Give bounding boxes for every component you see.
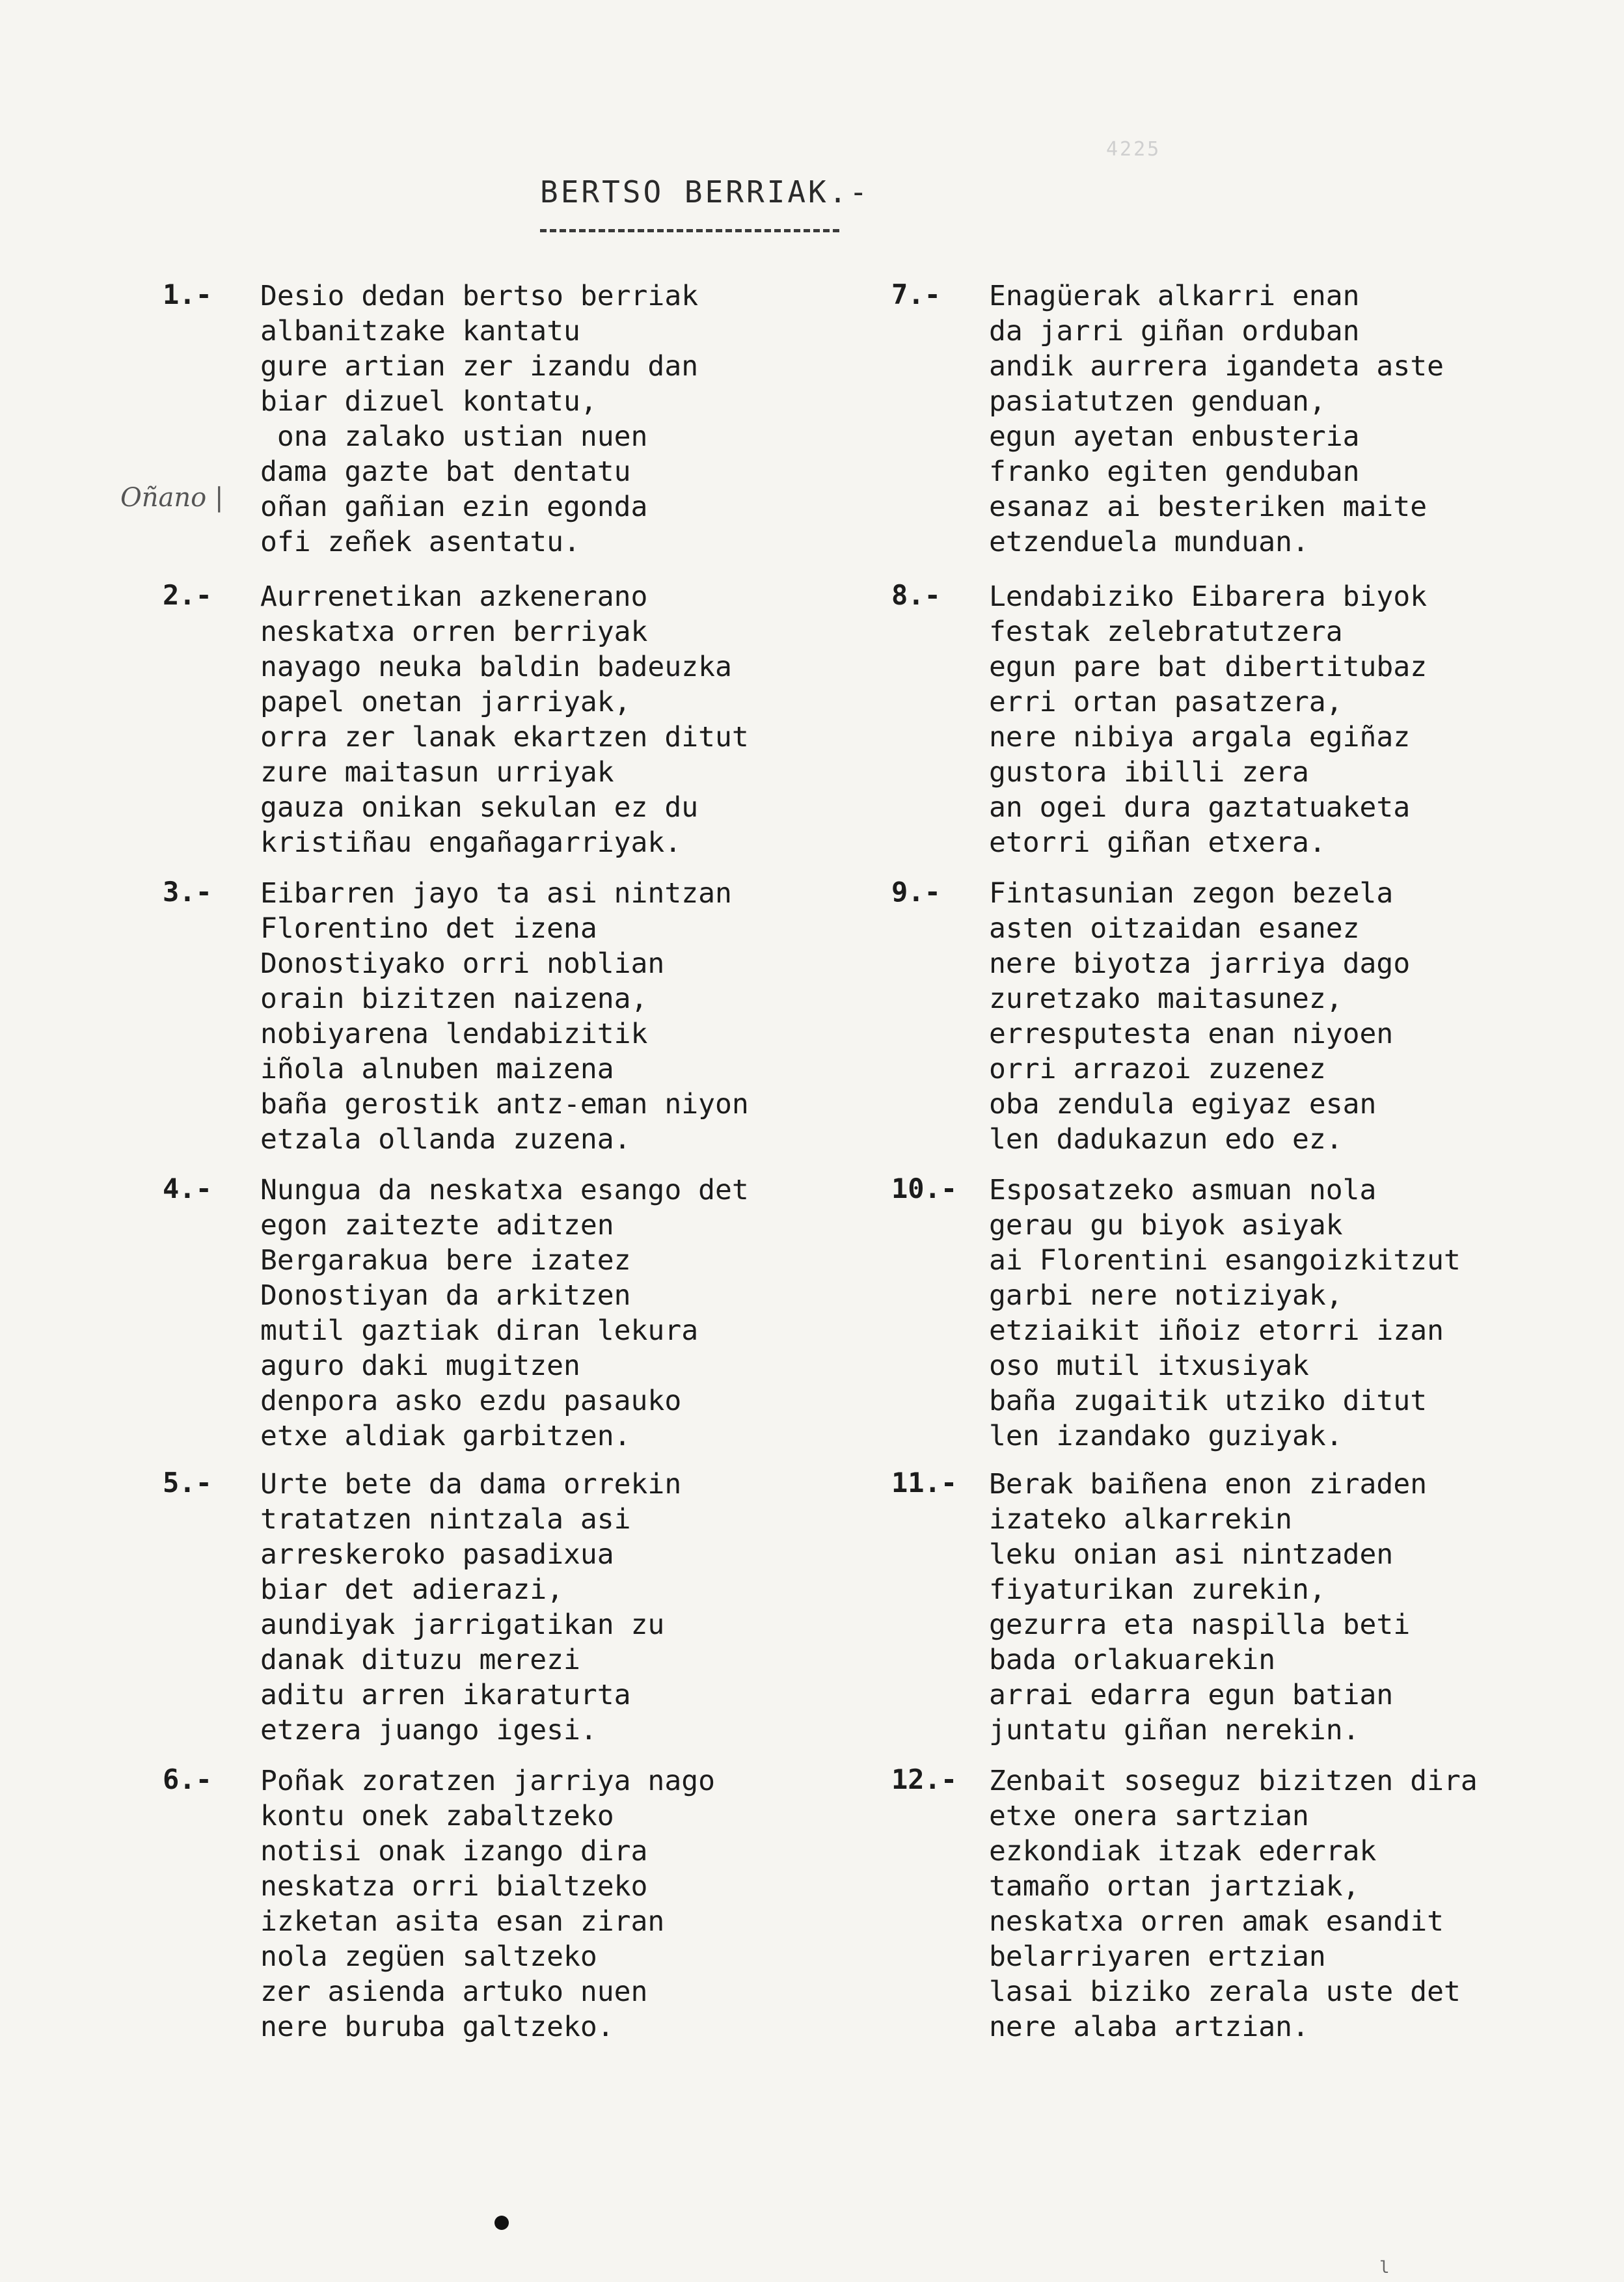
verse-line: oso mutil itxusiyak [989, 1350, 1309, 1382]
verse-line: etzenduela munduan. [989, 526, 1309, 558]
stanza-number: 12.- [891, 1763, 958, 1795]
stanza [891, 876, 1410, 1157]
verse-line: Poñak zoratzen jarriya nago [260, 1765, 715, 1797]
verse-line: aditu arren ikaraturta [260, 1679, 631, 1711]
verse-line: izketan asita esan ziran [260, 1905, 665, 1938]
verse-line: dama gazte bat dentatu [260, 455, 631, 488]
stanza [891, 1763, 1478, 2044]
verse-line: orri arrazoi zuzenez [989, 1053, 1326, 1085]
verse-line: an ogei dura gaztatuaketa [989, 791, 1411, 824]
verse-line: esanaz ai besteriken maite [989, 491, 1428, 523]
verse-line: gauza onikan sekulan ez du [260, 791, 699, 824]
verse-line: belarriyaren ertzian [989, 1940, 1326, 1973]
verse-line: orra zer lanak ekartzen ditut [260, 721, 749, 754]
verse-line: kontu onek zabaltzeko [260, 1800, 614, 1832]
stanza-number: 10.- [891, 1173, 958, 1204]
verse-line: Nungua da neskatxa esango det [260, 1174, 749, 1206]
ink-dot [494, 2216, 509, 2230]
stanza [891, 1467, 1427, 1748]
verse-line: gerau gu biyok asiyak [989, 1209, 1343, 1242]
verse-line: oñan gañian ezin egonda [260, 491, 648, 523]
stanza [163, 1173, 749, 1454]
verse-line: Fintasunian zegon bezela [989, 877, 1394, 910]
verse-line: etzala ollanda zuzena. [260, 1123, 631, 1156]
verse-line: etxe onera sartzian [989, 1800, 1309, 1832]
verse-line: Florentino det izena [260, 912, 597, 945]
verse-line: pasiatutzen genduan, [989, 385, 1326, 418]
verse-line: ezkondiak itzak ederrak [989, 1835, 1377, 1868]
verse-line: oba zendula egiyaz esan [989, 1088, 1377, 1121]
verse-line: etorri giñan etxera. [989, 826, 1326, 859]
verse-line: nere alaba artzian. [989, 2011, 1309, 2043]
handwritten-margin-note: Oñano | [120, 483, 224, 513]
stanza [163, 1467, 681, 1748]
verse-line: gezurra eta naspilla beti [989, 1609, 1411, 1641]
verse-line: aguro daki mugitzen [260, 1350, 580, 1382]
verse-line: Berak baiñena enon ziraden [989, 1468, 1428, 1501]
verse-line: nobiyarena lendabizitik [260, 1018, 648, 1050]
verse-line: mutil gaztiak diran lekura [260, 1314, 699, 1347]
stanza-number: 5.- [163, 1467, 212, 1499]
verse-line: asten oitzaidan esanez [989, 912, 1360, 945]
verse-line: andik aurrera igandeta aste [989, 350, 1444, 383]
verse-line: tratatzen nintzala asi [260, 1503, 631, 1536]
verse-line: Bergarakua bere izatez [260, 1244, 631, 1277]
page-title: BERTSO BERRIAK.- [540, 174, 871, 210]
verse-line: kristiñau engañagarriyak. [260, 826, 682, 859]
verse-line: ona zalako ustian nuen [260, 420, 648, 453]
stanza [163, 1763, 715, 2044]
stanza [891, 278, 1444, 560]
title-underline [540, 229, 839, 232]
verse-line: neskatxa orren amak esandit [989, 1905, 1444, 1938]
verse-line: franko egiten genduban [989, 455, 1360, 488]
verse-line: albanitzake kantatu [260, 315, 580, 347]
verse-line: neskatza orri bialtzeko [260, 1870, 648, 1903]
verse-line: denpora asko ezdu pasauko [260, 1385, 682, 1417]
verse-line: etxe aldiak garbitzen. [260, 1420, 631, 1452]
verse-line: aundiyak jarrigatikan zu [260, 1609, 665, 1641]
stanza [163, 876, 749, 1157]
verse-line: Esposatzeko asmuan nola [989, 1174, 1377, 1206]
verse-line: Aurrenetikan azkenerano [260, 580, 648, 613]
verse-line: fiyaturikan zurekin, [989, 1573, 1326, 1606]
verse-line: nere buruba galtzeko. [260, 2011, 614, 2043]
stanza-number: 8.- [891, 579, 941, 611]
verse-line: bada orlakuarekin [989, 1644, 1276, 1676]
verse-line: nere nibiya argala egiñaz [989, 721, 1411, 754]
verse-line: etzera juango igesi. [260, 1714, 597, 1746]
verse-line: arreskeroko pasadixua [260, 1538, 614, 1571]
verse-line: erri ortan pasatzera, [989, 686, 1343, 718]
stanza [891, 579, 1427, 860]
stanza-number: 4.- [163, 1173, 212, 1204]
verse-line: biar dizuel kontatu, [260, 385, 597, 418]
verse-line: arrai edarra egun batian [989, 1679, 1394, 1711]
verse-line: Desio dedan bertso berriak [260, 280, 699, 312]
verse-line: leku onian asi nintzaden [989, 1538, 1394, 1571]
verse-line: Urte bete da dama orrekin [260, 1468, 682, 1501]
stanza-number: 2.- [163, 579, 212, 611]
verse-line: gustora ibilli zera [989, 756, 1309, 789]
verse-line: orain bizitzen naizena, [260, 983, 648, 1015]
verse-line: iñola alnuben maizena [260, 1053, 614, 1085]
verse-line: tamaño ortan jartziak, [989, 1870, 1360, 1903]
verse-line: nayago neuka baldin badeuzka [260, 651, 732, 683]
verse-line: festak zelebratutzera [989, 616, 1343, 648]
verse-line: garbi nere notiziyak, [989, 1279, 1343, 1312]
stanza [891, 1173, 1461, 1454]
verse-line: Donostiyako orri noblian [260, 947, 665, 980]
verse-line: papel onetan jarriyak, [260, 686, 631, 718]
verse-line: baña zugaitik utziko ditut [989, 1385, 1428, 1417]
faint-stamp: 4225 [1106, 138, 1161, 161]
verse-line: zuretzako maitasunez, [989, 983, 1343, 1015]
verse-line: zer asienda artuko nuen [260, 1976, 648, 2008]
stanza-number: 1.- [163, 278, 212, 310]
verse-line: Donostiyan da arkitzen [260, 1279, 631, 1312]
verse-line: Eibarren jayo ta asi nintzan [260, 877, 732, 910]
verse-line: len izandako guziyak. [989, 1420, 1343, 1452]
verse-line: egun ayetan enbusteria [989, 420, 1360, 453]
verse-line: izateko alkarrekin [989, 1503, 1292, 1536]
verse-line: egun pare bat dibertitubaz [989, 651, 1428, 683]
stanza-number: 9.- [891, 876, 941, 908]
verse-line: notisi onak izango dira [260, 1835, 648, 1868]
verse-line: ofi zeñek asentatu. [260, 526, 580, 558]
verse-line: baña gerostik antz-eman niyon [260, 1088, 749, 1121]
verse-line: erresputesta enan niyoen [989, 1018, 1394, 1050]
stanza-number: 3.- [163, 876, 212, 908]
stanza [163, 278, 698, 560]
verse-line: gure artian zer izandu dan [260, 350, 699, 383]
stanza [163, 579, 749, 860]
verse-line: Enagüerak alkarri enan [989, 280, 1360, 312]
verse-line: juntatu giñan nerekin. [989, 1714, 1360, 1746]
verse-line: lasai biziko zerala uste det [989, 1976, 1461, 2008]
verse-line: Zenbait soseguz bizitzen dira [989, 1765, 1478, 1797]
verse-line: danak dituzu merezi [260, 1644, 580, 1676]
verse-line: egon zaitezte aditzen [260, 1209, 614, 1242]
verse-line: zure maitasun urriyak [260, 756, 614, 789]
stanza-number: 7.- [891, 278, 941, 310]
verse-line: ai Florentini esangoizkitzut [989, 1244, 1461, 1277]
corner-mark: l [1379, 2258, 1390, 2277]
verse-line: nere biyotza jarriya dago [989, 947, 1411, 980]
verse-line: neskatxa orren berriyak [260, 616, 648, 648]
verse-line: da jarri giñan orduban [989, 315, 1360, 347]
verse-line: nola zegüen saltzeko [260, 1940, 597, 1973]
stanza-number: 11.- [891, 1467, 958, 1499]
verse-line: len dadukazun edo ez. [989, 1123, 1343, 1156]
stanza-number: 6.- [163, 1763, 212, 1795]
verse-line: etziaikit iñoiz etorri izan [989, 1314, 1444, 1347]
verse-line: Lendabiziko Eibarera biyok [989, 580, 1428, 613]
verse-line: biar det adierazi, [260, 1573, 563, 1606]
